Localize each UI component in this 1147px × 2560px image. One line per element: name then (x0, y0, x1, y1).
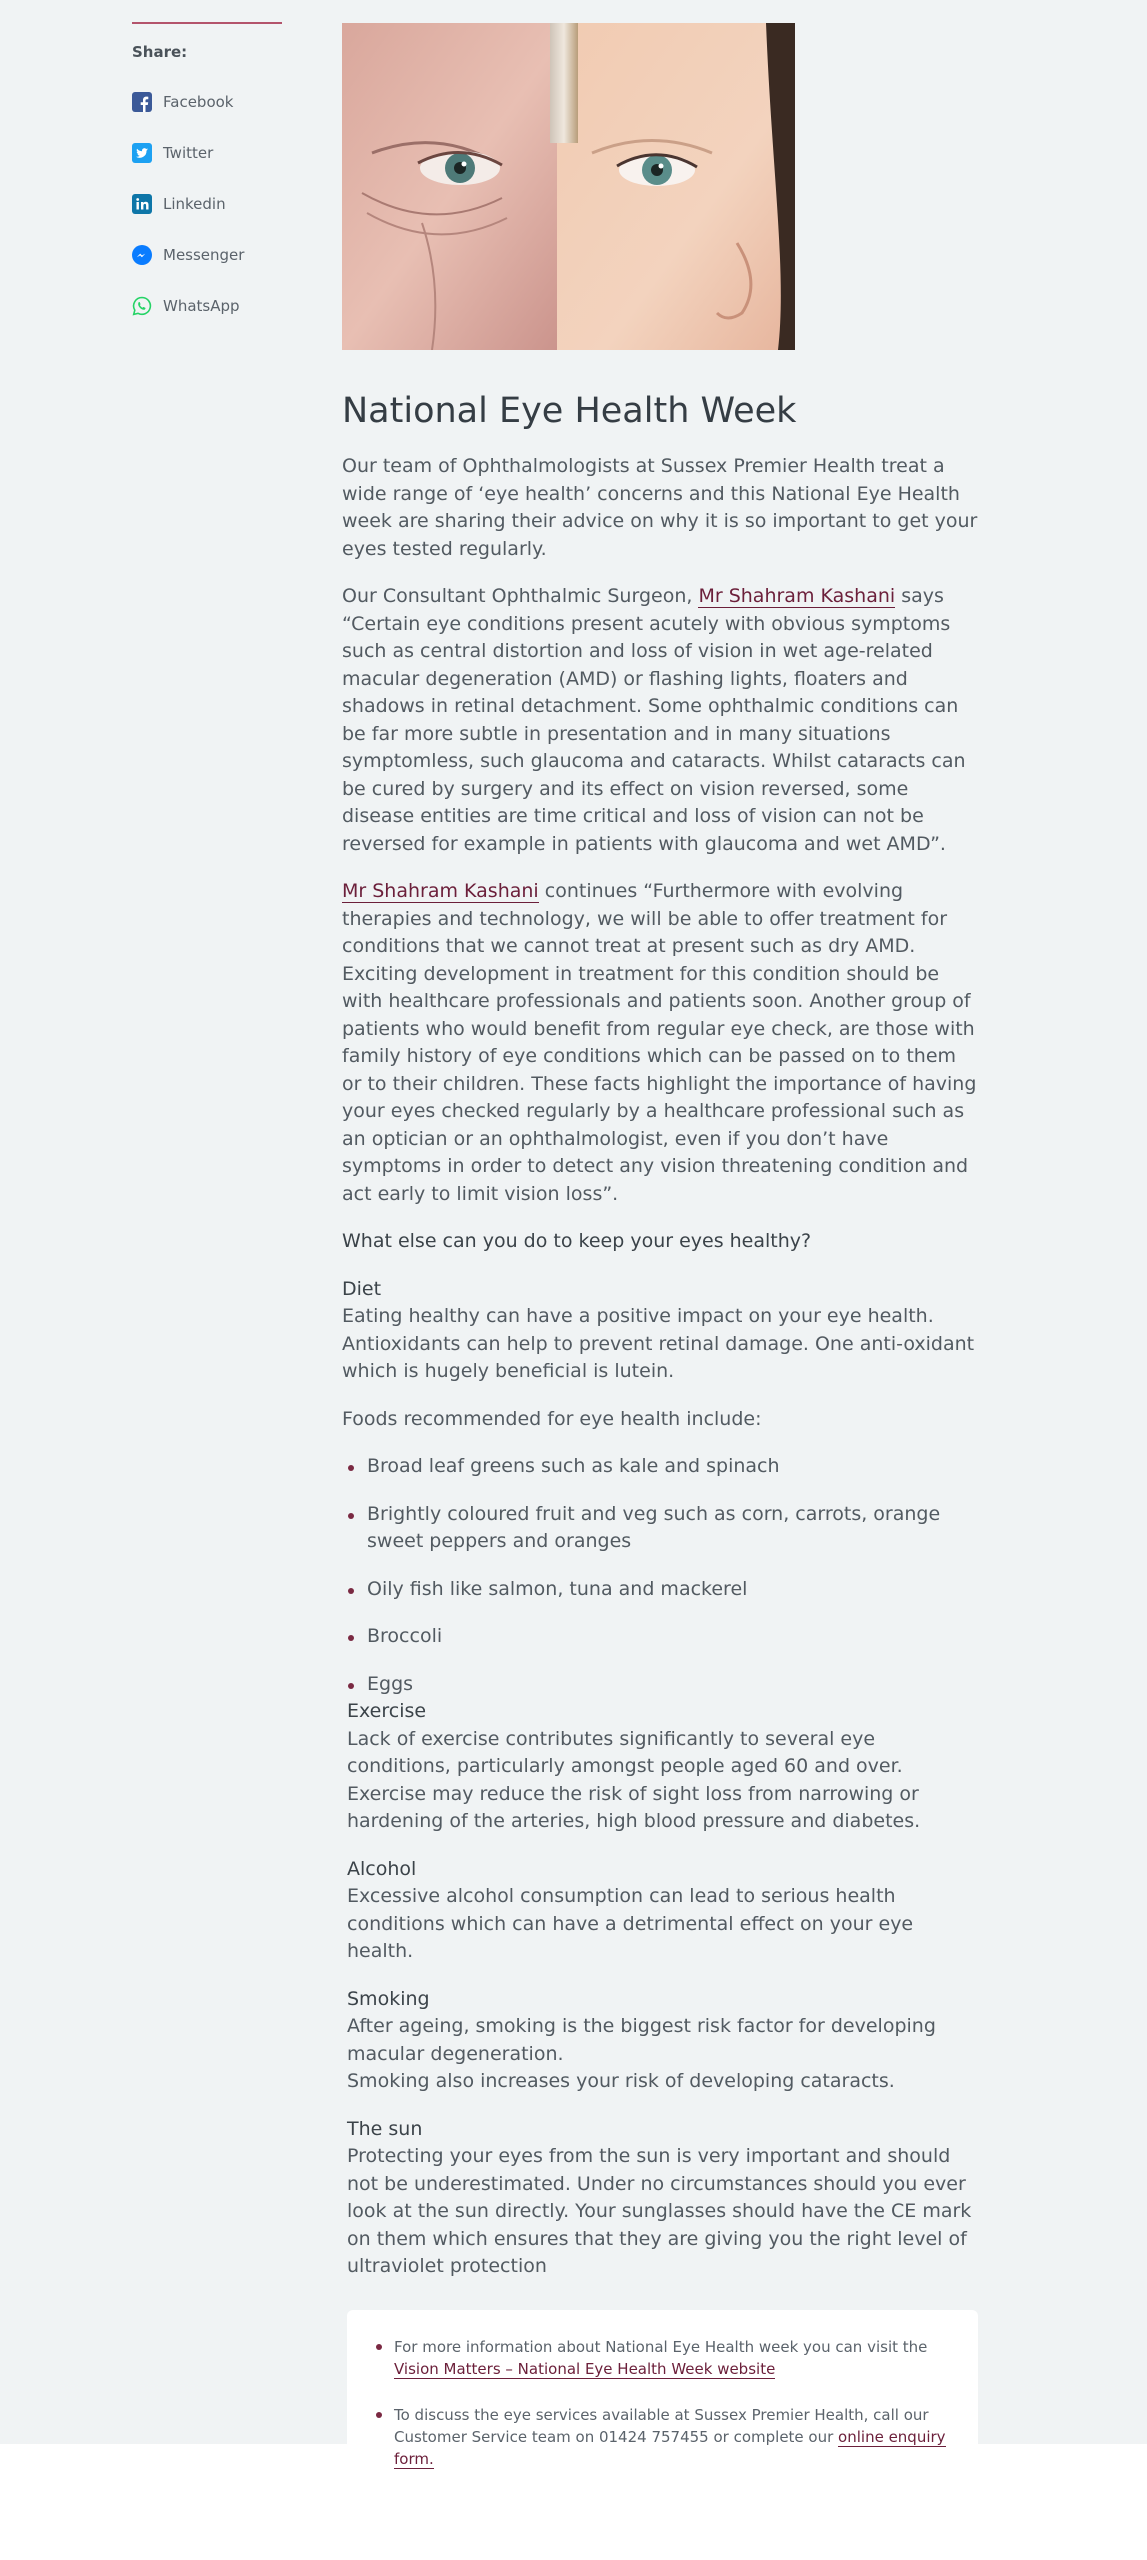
share-sidebar (132, 0, 282, 316)
info-text-1: For more information about National Eye Health week you can visit the (394, 2337, 928, 2356)
list-item: Broccoli (367, 1623, 978, 1651)
share-whatsapp-label: WhatsApp (163, 297, 240, 315)
alcohol-heading: Alcohol (347, 1857, 417, 1880)
share-facebook-label: Facebook (163, 93, 234, 111)
messenger-icon (132, 245, 152, 265)
foods-list (367, 1453, 978, 1698)
exercise-heading: Exercise (347, 1700, 427, 1722)
question-heading: What else can you do to keep your eyes healthy? (342, 1230, 812, 1252)
online-enquiry-form-link[interactable]: online enquiry form. (394, 2427, 946, 2468)
smoking-text-1: After ageing, smoking is the biggest risk factor for developing macular degeneration. (347, 2015, 936, 2065)
diet-section (342, 1276, 978, 1386)
list-item: Eggs (367, 1671, 978, 1699)
hero-image-eyes (342, 23, 795, 350)
diet-heading: Diet (342, 1277, 382, 1300)
more-info-box (347, 2310, 978, 2506)
lifestyle-sections (342, 1698, 978, 2281)
share-linkedin-label: Linkedin (163, 195, 226, 213)
p2-text-after: says “Certain eye conditions present acutely with obvious symptoms such as central distortion and loss of vision in wet age-related macular degeneration (AMD) or flashing lights, floaters and shadows in retinal detachment. Some ophthalmic conditions can be far more subtle in presentation and in many situations symptomless, such glaucoma and cataracts. Whilst cataracts can be cured by surgery and its effect on vision reversed, some disease entities are time critical and loss of vision can not be reversed for example in patients with glaucoma and wet AMD”. (342, 585, 966, 855)
share-facebook-link[interactable] (132, 92, 282, 112)
exercise-section (347, 1698, 978, 1836)
smoking-text-2: Smoking also increases your risk of developing cataracts. (347, 2070, 895, 2092)
foods-intro: Foods recommended for eye health include: (342, 1407, 762, 1430)
smoking-heading: Smoking (347, 1987, 430, 2010)
facebook-icon (132, 92, 152, 112)
list-item: Oily fish like salmon, tuna and mackerel (367, 1576, 978, 1604)
sun-section (347, 2116, 978, 2281)
sun-text: Protecting your eyes from the sun is very important and should not be underestimated. Under no circumstances should you ever look at the sun directly. Your sunglasses should have the CE mark on them which ensures that they are giving you the right level of ultraviolet protection (347, 2145, 972, 2277)
eyes-photo-illustration (342, 23, 795, 350)
surgeon-continues-paragraph (342, 878, 978, 1208)
share-messenger-link[interactable] (132, 245, 282, 265)
share-whatsapp-link[interactable] (132, 296, 282, 316)
p3-text-after: continues “Furthermore with evolving therapies and technology, we will be able to offer treatment for conditions that we cannot treat at present such as dry AMD. Exciting development in treatment for this condition should be with healthcare professionals and patients soon. Another group of patients who would benefit from regular eye check, are those with family history of eye conditions which can be passed on to them or to their children. These facts highlight the importance of having your eyes checked regularly by a healthcare professional such as an optician or an ophthalmologist, even if you don’t have symptoms in order to detect any vision threatening condition and act early to limit vision loss”. (342, 880, 977, 1205)
surgeon-quote-paragraph (342, 583, 978, 858)
whatsapp-icon (132, 296, 152, 316)
vision-matters-link[interactable]: Vision Matters – National Eye Health Week website (394, 2359, 776, 2378)
share-twitter-label: Twitter (163, 144, 214, 162)
linkedin-icon (132, 194, 152, 214)
twitter-icon (132, 143, 152, 163)
list-item (394, 2404, 952, 2470)
p2-text-before: Our Consultant Ophthalmic Surgeon, (342, 585, 699, 607)
list-item: Broad leaf greens such as kale and spinach (367, 1453, 978, 1481)
share-messenger-label: Messenger (163, 246, 245, 264)
sidebar-divider (132, 0, 282, 24)
sun-heading: The sun (347, 2117, 423, 2140)
intro-paragraph: Our team of Ophthalmologists at Sussex Premier Health treat a wide range of ‘eye health’ concerns and this National Eye Health week are sharing their advice on why it is so important to get your eyes tested regularly. (342, 455, 978, 560)
article-content (342, 385, 978, 2506)
share-twitter-link[interactable] (132, 143, 282, 163)
list-item (394, 2336, 952, 2380)
smoking-section (347, 1986, 978, 2096)
share-label: Share: (132, 43, 188, 61)
exercise-text: Lack of exercise contributes significantly to several eye conditions, particularly amongst people aged 60 and over. Exercise may reduce the risk of sight loss from narrowing or hardening of the arteries, high blood pressure and diabetes. (347, 1727, 921, 1832)
page-title: National Eye Health Week (342, 391, 797, 431)
surgeon-profile-link[interactable]: Mr Shahram Kashani (698, 585, 896, 607)
surgeon-profile-link-2[interactable]: Mr Shahram Kashani (342, 880, 539, 902)
info-text-2: To discuss the eye services available at Sussex Premier Health, call our Customer Service team on 01424 757455 or complete our (394, 2405, 929, 2446)
alcohol-section (347, 1856, 978, 1966)
alcohol-text: Excessive alcohol consumption can lead to serious health conditions which can have a detrimental effect on your eye health. (347, 1885, 914, 1962)
share-linkedin-link[interactable] (132, 194, 282, 214)
list-item: Brightly coloured fruit and veg such as corn, carrots, orange sweet peppers and oranges (367, 1501, 978, 1556)
diet-text: Eating healthy can have a positive impact on your eye health. Antioxidants can help to prevent retinal damage. One anti-oxidant which is hugely beneficial is lutein. (342, 1305, 975, 1382)
